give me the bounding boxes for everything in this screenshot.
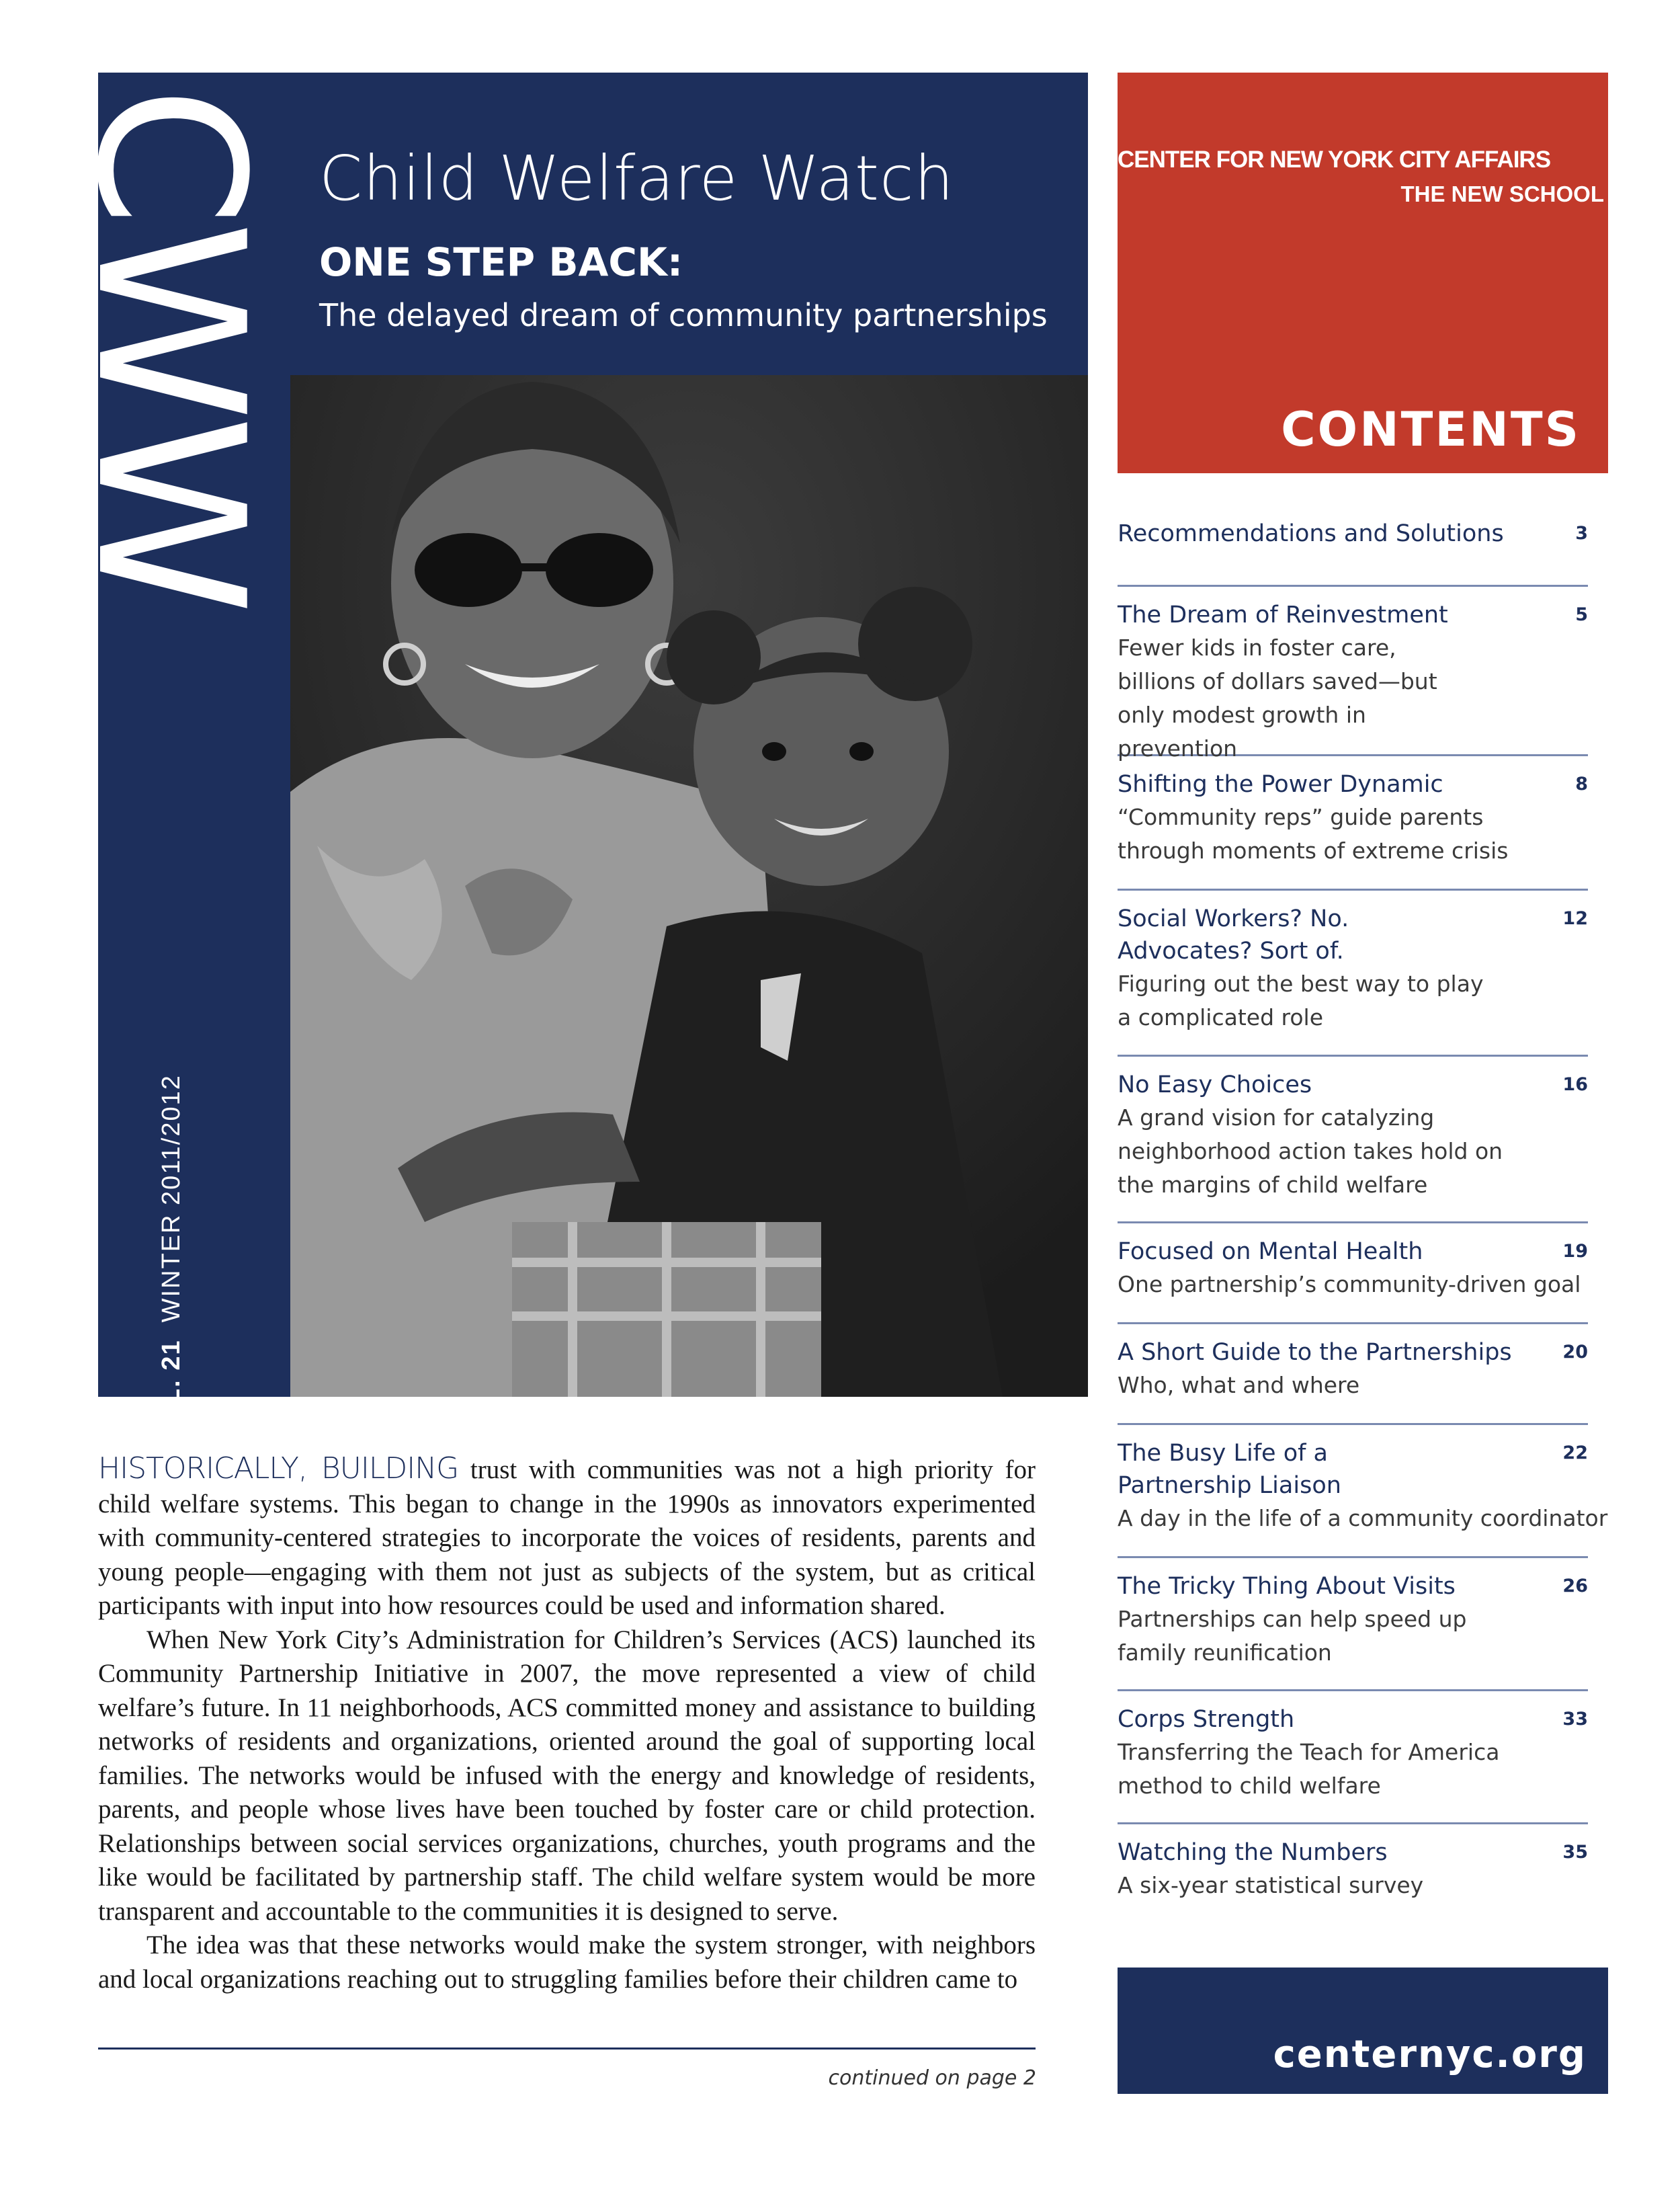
contents-heading: CONTENTS (1281, 402, 1581, 457)
toc-item-title: The Busy Life of a Partnership Liaison (1118, 1440, 1341, 1499)
toc-item-title: Focused on Mental Health (1118, 1238, 1423, 1265)
toc-item[interactable] (1118, 1057, 1588, 1223)
volume-issue (157, 1074, 186, 1444)
toc-item-desc: Fewer kids in foster care, billions of dollars saved—but only modest growth in prevention (1118, 635, 1437, 762)
toc-item[interactable] (1118, 1558, 1588, 1691)
toc-item-desc: Transferring the Teach for America method to child welfare (1118, 1739, 1500, 1799)
article-paragraph (98, 1452, 1036, 1623)
toc-item-title: Watching the Numbers (1118, 1839, 1388, 1866)
cover-photo-illustration (290, 375, 1088, 1397)
toc-item-title: The Dream of Reinvestment (1118, 602, 1448, 628)
toc-item-title: The Tricky Thing About Visits (1118, 1573, 1456, 1600)
toc-item-title: Corps Strength (1118, 1706, 1295, 1733)
toc-item-desc: Who, what and where (1118, 1372, 1360, 1398)
toc-item[interactable] (1118, 1425, 1608, 1558)
article-divider (98, 2047, 1036, 2050)
publication-title: Child Welfare Watch (319, 143, 954, 214)
toc-item-page: 3 (1575, 523, 1588, 544)
school-name: THE NEW SCHOOL (1400, 181, 1604, 206)
toc-item-desc: Partnerships can help speed up family reunification (1118, 1606, 1467, 1666)
toc-item[interactable] (1118, 1691, 1588, 1824)
toc-item[interactable] (1118, 518, 1588, 587)
toc-item-page: 12 (1562, 908, 1588, 929)
cover-subhead: The delayed dream of community partnerships (319, 297, 1048, 333)
toc-item[interactable] (1118, 1324, 1588, 1425)
toc-item[interactable] (1118, 891, 1588, 1057)
toc-item[interactable] (1118, 1824, 1588, 1925)
toc-item-page: 26 (1562, 1576, 1588, 1596)
website-panel (1118, 1968, 1608, 2094)
toc-item-page: 19 (1562, 1241, 1588, 1262)
toc-item-desc: One partnership’s community-driven goal (1118, 1271, 1581, 1297)
toc-item-page: 33 (1562, 1709, 1588, 1730)
toc-item[interactable] (1118, 1223, 1588, 1324)
toc-item-page: 35 (1562, 1842, 1588, 1863)
toc-item-desc: Figuring out the best way to play a complicated role (1118, 971, 1484, 1030)
toc-item-page: 8 (1575, 774, 1588, 795)
article-paragraph-text: trust with communities was not a high priority for child welfare systems. This began to change in the 1990s as innovators experimented with community-centered strategies to incorporate the voices of residents, parents and young people—engaging with them not just as subjects of the system, but as critical participants with input into how resources could be used and information shared. (98, 1455, 1036, 1620)
cww-logo: CWW (52, 86, 287, 610)
cover-headline: ONE STEP BACK: (319, 239, 683, 285)
toc-item-desc: A day in the life of a community coordinator (1118, 1505, 1608, 1531)
article-paragraph: When New York City’s Administration for Children’s Services (ACS) launched its Community Partnership Initiative in 2007, the move represented a view of child welfare’s future. In 11 neighborhoods, ACS committed money and assistance to building networks of residents and organizations, oriented around the goal of supporting local families. The networks would be infused with the energy and knowledge of residents, parents, and people whose lives have been touched by foster care or child protection. Relationships between social services organizations, churches, youth programs and the like would be facilitated by partnership staff. The child welfare system would be more transparent and accountable to the communities it is designed to serve. (98, 1625, 1036, 1926)
toc-item-title: A Short Guide to the Partnerships (1118, 1339, 1512, 1366)
table-of-contents (1118, 518, 1608, 1925)
volume-label: VOL. 21 (157, 1339, 185, 1444)
toc-item-desc: A six-year statistical survey (1118, 1872, 1424, 1898)
toc-item-page: 20 (1562, 1342, 1588, 1363)
article-lead-in: HISTORICALLY, BUILDING (98, 1451, 459, 1486)
toc-item-page: 16 (1562, 1074, 1588, 1095)
toc-item-page: 5 (1575, 604, 1588, 625)
cover-photo (290, 375, 1088, 1397)
article-body (98, 1452, 1036, 1996)
toc-item-title: Shifting the Power Dynamic (1118, 771, 1443, 798)
website-link[interactable]: centernyc.org (1273, 2033, 1587, 2076)
issue-date: WINTER 2011/2012 (157, 1074, 185, 1323)
continued-note: continued on page 2 (828, 2066, 1036, 2090)
toc-item-desc: “Community reps” guide parents through moments of extreme crisis (1118, 804, 1509, 864)
article-paragraph: The idea was that these networks would make the system stronger, with neighbors and local organizations reaching out to struggling families before their children came to (98, 1931, 1036, 1994)
toc-item[interactable] (1118, 587, 1588, 762)
toc-item-title: Social Workers? No. Advocates? Sort of. (1118, 905, 1349, 965)
toc-item-title: Recommendations and Solutions (1118, 520, 1504, 547)
toc-item-desc: A grand vision for catalyzing neighborhood action takes hold on the margins of child welfare (1118, 1104, 1503, 1198)
toc-item-page: 22 (1562, 1443, 1588, 1463)
center-name: CENTER FOR NEW YORK CITY AFFAIRS (1118, 147, 1551, 173)
toc-item[interactable] (1118, 756, 1588, 891)
toc-item-title: No Easy Choices (1118, 1071, 1312, 1098)
